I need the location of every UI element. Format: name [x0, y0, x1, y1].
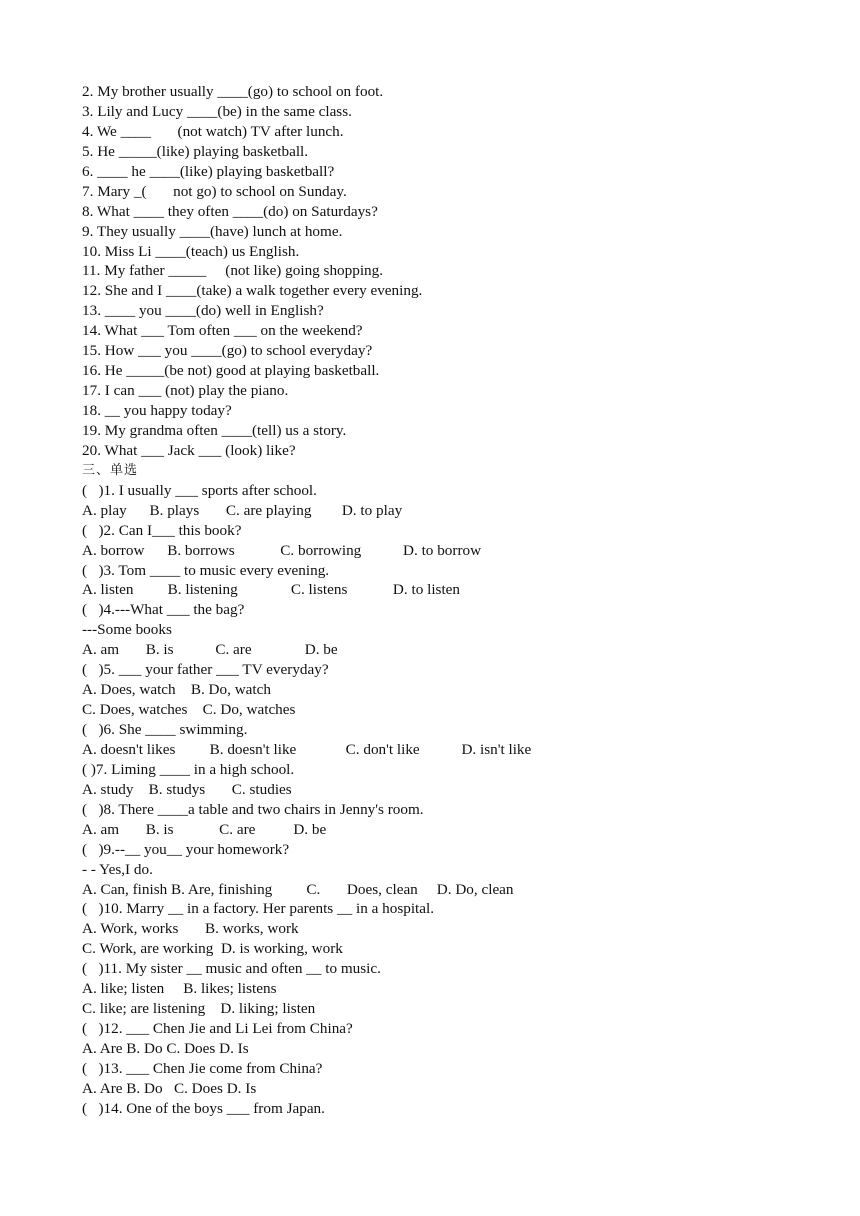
mc-options-10a: A. Work, works B. works, work	[82, 920, 299, 938]
question-fill-5: 5. He _____(like) playing basketball.	[82, 142, 309, 160]
question-fill-16: 16. He _____(be not) good at playing basketball.	[82, 362, 380, 380]
mc-options-1: A. play B. plays C. are playing D. to play	[82, 501, 403, 519]
question-fill-7: 7. Mary _( not go) to school on Sunday.	[82, 182, 347, 200]
mc-options-5b: C. Does, watches C. Do, watches	[82, 701, 296, 719]
mc-question-1: ( )1. I usually ___ sports after school.	[82, 481, 317, 499]
mc-options-6: A. doesn't likes B. doesn't like C. don't like D. isn't like	[82, 740, 532, 758]
mc-question-6: ( )6. She ____ swimming.	[82, 721, 248, 738]
mc-options-13: A. Are B. Do C. Does D. Is	[82, 1079, 257, 1097]
mc-question-5: ( )5. ___ your father ___ TV everyday?	[82, 661, 329, 679]
mc-question-7: ( )7. Liming ____ in a high school.	[82, 760, 295, 778]
mc-question-8: ( )8. There ____a table and two chairs in Jenny's room.	[82, 800, 424, 818]
question-fill-2: 2. My brother usually ____(go) to school on foot.	[82, 83, 384, 100]
mc-dialogue-4: ---Some books	[82, 621, 172, 639]
mc-question-9: ( )9.--__ you__ your homework?	[82, 840, 290, 858]
question-fill-18: 18. __ you happy today?	[82, 402, 232, 419]
question-fill-15: 15. How ___ you ____(go) to school everyday?	[82, 342, 373, 360]
mc-question-13: ( )13. ___ Chen Jie come from China?	[82, 1059, 323, 1077]
mc-options-9: A. Can, finish B. Are, finishing C. Does, clean D. Do, clean	[82, 880, 514, 898]
question-fill-14: 14. What ___ Tom often ___ on the weekend?	[82, 322, 363, 340]
mc-dialogue-9: - - Yes,I do.	[82, 860, 153, 878]
question-fill-19: 19. My grandma often ____(tell) us a story.	[82, 421, 347, 439]
mc-options-11a: A. like; listen B. likes; listens	[82, 980, 277, 998]
mc-question-2: ( )2. Can I___ this book?	[82, 521, 242, 539]
mc-question-10: ( )10. Marry __ in a factory. Her parents __ in a hospital.	[82, 900, 435, 918]
question-fill-17: 17. I can ___ (not) play the piano.	[82, 382, 289, 400]
mc-options-5a: A. Does, watch B. Do, watch	[82, 681, 271, 699]
mc-question-14: ( )14. One of the boys ___ from Japan.	[82, 1099, 325, 1117]
question-fill-13: 13. ____ you ____(do) well in English?	[82, 302, 324, 320]
question-fill-11: 11. My father _____ (not like) going shopping.	[82, 262, 384, 280]
mc-question-11: ( )11. My sister __ music and often __ to music.	[82, 960, 381, 978]
mc-options-10b: C. Work, are working D. is working, work	[82, 940, 343, 958]
mc-options-7: A. study B. studys C. studies	[82, 780, 292, 798]
mc-options-4: A. am B. is C. are D. be	[82, 641, 338, 659]
section-heading-multiple-choice: 三、单选	[82, 462, 139, 478]
question-fill-10: 10. Miss Li ____(teach) us English.	[82, 242, 300, 260]
question-fill-9: 9. They usually ____(have) lunch at home.	[82, 222, 343, 240]
mc-options-2: A. borrow B. borrows C. borrowing D. to borrow	[82, 541, 482, 559]
question-fill-4: 4. We ____ (not watch) TV after lunch.	[82, 122, 344, 140]
question-fill-6: 6. ____ he ____(like) playing basketball?	[82, 162, 335, 180]
question-fill-20: 20. What ___ Jack ___ (look) like?	[82, 441, 296, 459]
mc-options-3: A. listen B. listening C. listens D. to listen	[82, 581, 461, 599]
question-fill-8: 8. What ____ they often ____(do) on Saturdays?	[82, 202, 378, 220]
mc-options-11b: C. like; are listening D. liking; listen	[82, 1000, 316, 1018]
mc-question-4: ( )4.---What ___ the bag?	[82, 601, 245, 619]
question-fill-12: 12. She and I ____(take) a walk together every evening.	[82, 282, 423, 300]
mc-question-12: ( )12. ___ Chen Jie and Li Lei from China?	[82, 1020, 353, 1038]
mc-options-8: A. am B. is C. are D. be	[82, 820, 327, 838]
mc-options-12: A. Are B. Do C. Does D. Is	[82, 1040, 249, 1057]
question-fill-3: 3. Lily and Lucy ____(be) in the same class.	[82, 102, 352, 120]
mc-question-3: ( )3. Tom ____ to music every evening.	[82, 561, 330, 579]
document-page	[82, 82, 782, 1119]
